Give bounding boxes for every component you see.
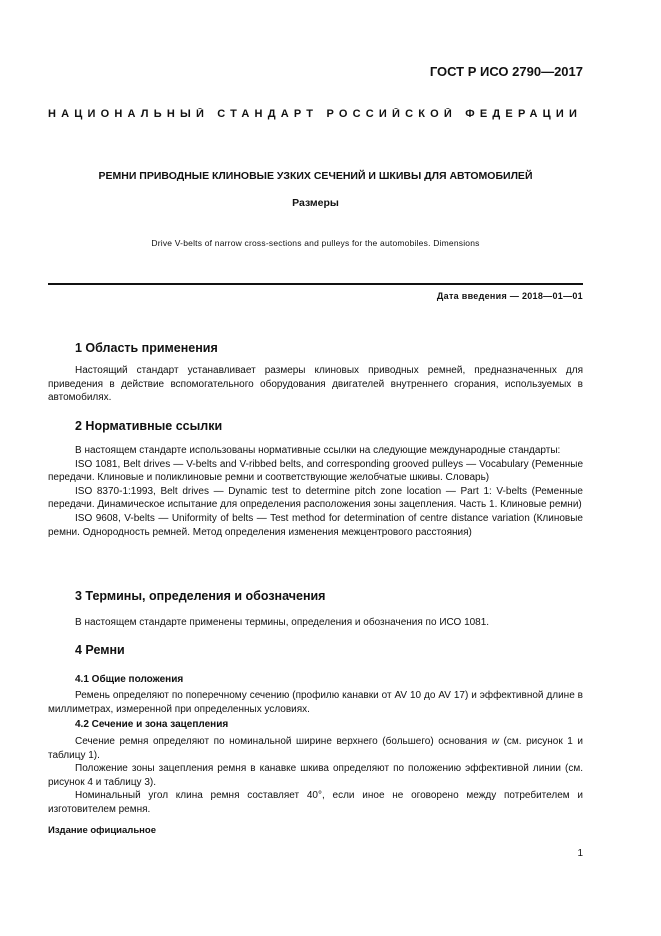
- subsection-4-1-body: [48, 689, 583, 716]
- section-2-intro: В настоящем стандарте использованы нормативные ссылки на следующие международные стандарты:: [75, 445, 561, 456]
- section-4-heading: 4 Ремни: [75, 643, 125, 657]
- section-2-body: [48, 444, 583, 539]
- section-3-body: [48, 616, 583, 630]
- variable-w: w: [491, 736, 499, 747]
- national-standard-banner: НАЦИОНАЛЬНЫЙ СТАНДАРТ РОССИЙСКОЙ ФЕДЕРАЦИИ: [48, 108, 583, 120]
- section-1-body: [48, 364, 583, 405]
- section-3-heading: 3 Термины, определения и обозначения: [75, 589, 326, 603]
- page-number: 1: [577, 848, 583, 859]
- subsection-4-2-body: [48, 735, 583, 817]
- effective-date: Дата введения — 2018—01—01: [436, 291, 583, 301]
- subsection-4-2-paragraph-1: [48, 735, 583, 762]
- subsection-4-2-p1-text-b: (см. рисунок 1 и таблицу 1).: [48, 736, 583, 761]
- reference-iso-8370: ISO 8370-1:1993, Belt drives — Dynamic test to determine pitch zone location — Part 1: V-belts (Ременные передачи. Динамическое испытание для определения расположения зоны зацепления. Часть 1. Клиновые ремни): [48, 485, 583, 511]
- edition-note: Издание официальное: [48, 825, 156, 836]
- section-2-heading: 2 Нормативные ссылки: [75, 419, 223, 433]
- subsection-4-1-paragraph: Ремень определяют по поперечному сечению (профилю канавки от AV 10 до AV 17) и эффективной длине в миллиметрах, измеренной при определенных условиях.: [48, 690, 583, 715]
- subsection-4-2-p1-text-a: Сечение ремня определяют по номинальной ширине верхнего (большего) основания: [75, 736, 492, 747]
- reference-iso-9608: ISO 9608, V-belts — Uniformity of belts — Test method for determination of centre distance variation (Клиновые ремни. Однородность ремней. Метод определения изменения межцентрового расстояния): [48, 512, 583, 538]
- subsection-4-2-heading: 4.2 Сечение и зона зацепления: [75, 719, 229, 730]
- section-1-heading: 1 Область применения: [75, 341, 218, 355]
- standard-number: ГОСТ Р ИСО 2790—2017: [429, 64, 583, 79]
- subsection-4-2-paragraph-3: Номинальный угол клина ремня составляет 40°, если иное не оговорено между потребителем и изготовителем ремня.: [48, 790, 583, 815]
- subsection-4-1-heading: 4.1 Общие положения: [75, 674, 184, 685]
- section-3-paragraph: В настоящем стандарте применены термины, определения и обозначения по ИСО 1081.: [75, 617, 490, 628]
- reference-iso-1081: ISO 1081, Belt drives — V-belts and V-ribbed belts, and corresponding grooved pulleys — Vocabulary (Ременные передачи. Клиновые и поликлиновые ремни и соответствующие желобчатые шкивы. Словарь): [48, 458, 583, 484]
- subsection-4-2-paragraph-2: Положение зоны зацепления ремня в канавке шкива определяют по положению эффективной линии (см. рисунок 4 и таблицу 3).: [48, 763, 583, 788]
- document-subtitle: Размеры: [292, 197, 339, 209]
- document-title-english: Drive V-belts of narrow cross-sections and pulleys for the automobiles. Dimensions: [151, 238, 480, 248]
- title-divider: [48, 283, 583, 285]
- section-1-paragraph: Настоящий стандарт устанавливает размеры клиновых приводных ремней, предназначенных для приведения в действие вспомогательного оборудования двигателей внутреннего сгорания, используемых в автомобилях.: [48, 365, 583, 404]
- document-title: РЕМНИ ПРИВОДНЫЕ КЛИНОВЫЕ УЗКИХ СЕЧЕНИЙ И ШКИВЫ ДЛЯ АВТОМОБИЛЕЙ: [98, 170, 533, 182]
